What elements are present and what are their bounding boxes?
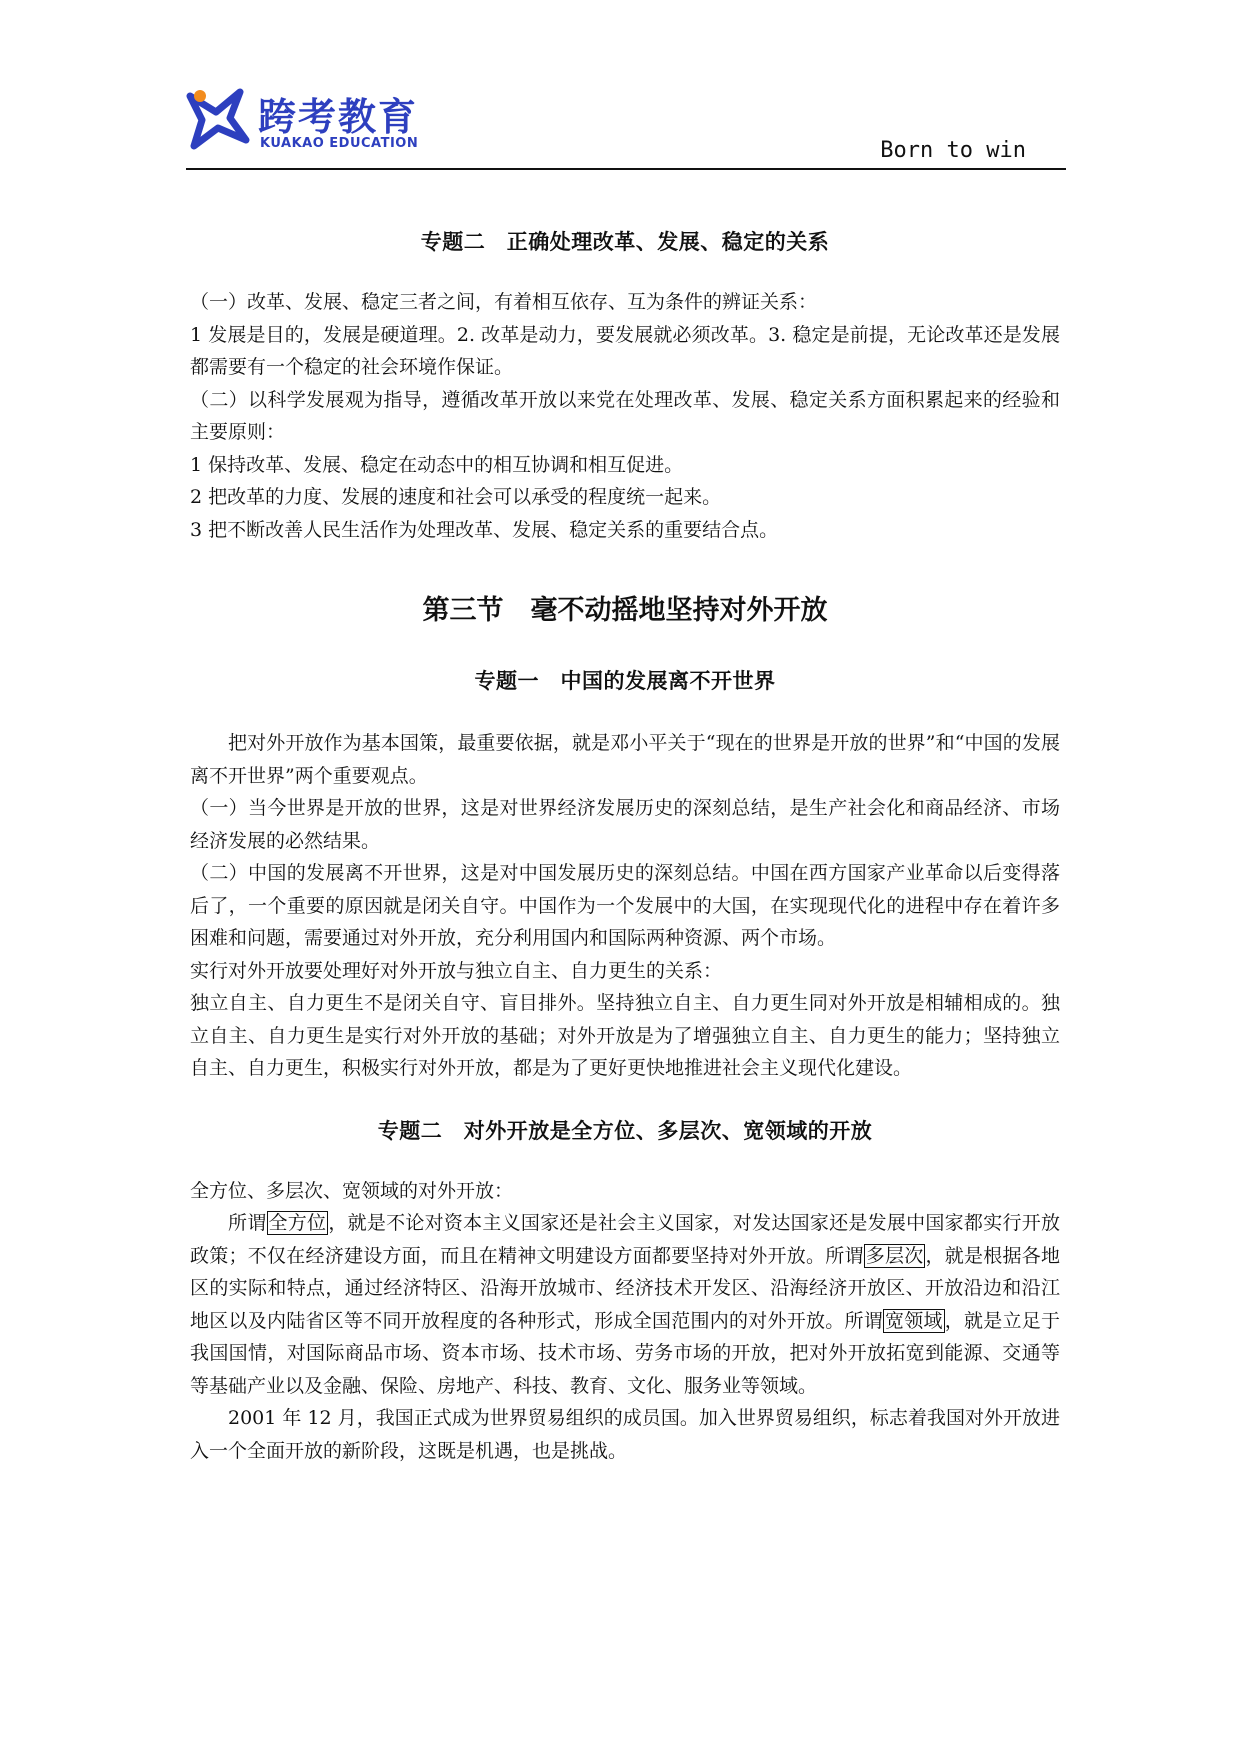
boxed-term-wide-field: 宽领域 bbox=[884, 1309, 943, 1332]
paragraph: 实行对外开放要处理好对外开放与独立自主、自力更生的关系： bbox=[190, 959, 723, 982]
header-slogan: Born to win bbox=[880, 138, 1026, 163]
text-run: ，就是立足于我国国情，对国际商品市场、资本市场、技术市场、劳务市场的开放，把对外开放拓宽到能源、交通等等基础产业以及金融、保险、房地产、科技、教育、文化、服务业等领域。 bbox=[190, 1309, 1060, 1397]
text-run: 所谓 bbox=[228, 1212, 267, 1234]
paragraph: 2 把改革的力度、发展的速度和社会可以承受的程度统一起来。 bbox=[190, 486, 722, 508]
paragraph: 2001 年 12 月，我国正式成为世界贸易组织的成员国。加入世界贸易组织，标志着我国对外开放进入一个全面开放的新阶段，这既是机遇，也是挑战。 bbox=[190, 1407, 1060, 1462]
document-body bbox=[190, 220, 1060, 1467]
logo-english-text: KUAKAO EDUCATION bbox=[260, 136, 419, 151]
paragraph: 全方位、多层次、宽领域的对外开放： bbox=[190, 1179, 514, 1202]
chapter-title: 第三节 毫不动摇地坚持对外开放 bbox=[422, 595, 828, 626]
paragraph: （一）当今世界是开放的世界，这是对世界经济发展历史的深刻总结，是生产社会化和商品经济、市场经济发展的必然结果。 bbox=[190, 797, 1060, 852]
section-title-all-round-opening: 专题二 对外开放是全方位、多层次、宽领域的开放 bbox=[377, 1118, 873, 1143]
paragraph: （一）改革、发展、稳定三者之间，有着相互依存、互为条件的辨证关系： bbox=[190, 291, 818, 313]
logo-mark-icon bbox=[186, 88, 250, 150]
boxed-term-all-round: 全方位 bbox=[268, 1212, 327, 1234]
paragraph: 把对外开放作为基本国策，最重要依据，就是邓小平关于“现在的世界是开放的世界”和“中国的发展离不开世界”两个重要观点。 bbox=[190, 732, 1060, 787]
header-divider bbox=[186, 168, 1066, 170]
logo-chinese-text: 跨考教育 bbox=[258, 95, 419, 139]
kuakao-logo bbox=[186, 82, 446, 160]
boxed-term-multi-level: 多层次 bbox=[865, 1244, 924, 1267]
section-title-reform-development-stability: 专题二 正确处理改革、发展、稳定的关系 bbox=[420, 230, 830, 254]
paragraph: 1 发展是目的，发展是硬道理。2. 改革是动力，要发展就必须改革。3. 稳定是前提，无论改革还是发展都需要有一个稳定的社会环境作保证。 bbox=[190, 323, 1060, 378]
page-header bbox=[186, 82, 1066, 170]
text-run: ，就是不论对资本主义国家还是社会主义国家，对发达国家还是发展中国家都实行开放政策；不仅在经济建设方面，而且在精神文明建设方面都要坚持对外开放。所谓 bbox=[190, 1212, 1060, 1267]
paragraph: 1 保持改革、发展、稳定在动态中的相互协调和相互促进。 bbox=[190, 453, 684, 476]
paragraph: （二）以科学发展观为指导，遵循改革开放以来党在处理改革、发展、稳定关系方面积累起来的经验和主要原则： bbox=[190, 388, 1060, 443]
paragraph: 3 把不断改善人民生活作为处理改革、发展、稳定关系的重要结合点。 bbox=[190, 518, 779, 541]
paragraph: 独立自主、自力更生不是闭关自守、盲目排外。坚持独立自主、自力更生同对外开放是相辅相成的。独立自主、自力更生是实行对外开放的基础；对外开放是为了增强独立自主、自力更生的能力；坚持独立自主、自力更生，积极实行对外开放，都是为了更好更快地推进社会主义现代化建设。 bbox=[190, 992, 1060, 1079]
paragraph: （二）中国的发展离不开世界，这是对中国发展历史的深刻总结。中国在西方国家产业革命以后变得落后了，一个重要的原因就是闭关自守。中国作为一个发展中的大国，在实现现代化的进程中存在着许多困难和问题，需要通过对外开放，充分利用国内和国际两种资源、两个市场。 bbox=[190, 862, 1060, 949]
text-run: ，就是根据各地区的实际和特点，通过经济特区、沿海开放城市、经济技术开发区、沿海经济开放区、开放沿边和沿江地区以及内陆省区等不同开放程度的各种形式，形成全国范围内的对外开放。所谓 bbox=[190, 1244, 1060, 1332]
section-title-china-and-world: 专题一 中国的发展离不开世界 bbox=[474, 669, 776, 693]
paragraph-definitions bbox=[190, 1207, 1060, 1402]
